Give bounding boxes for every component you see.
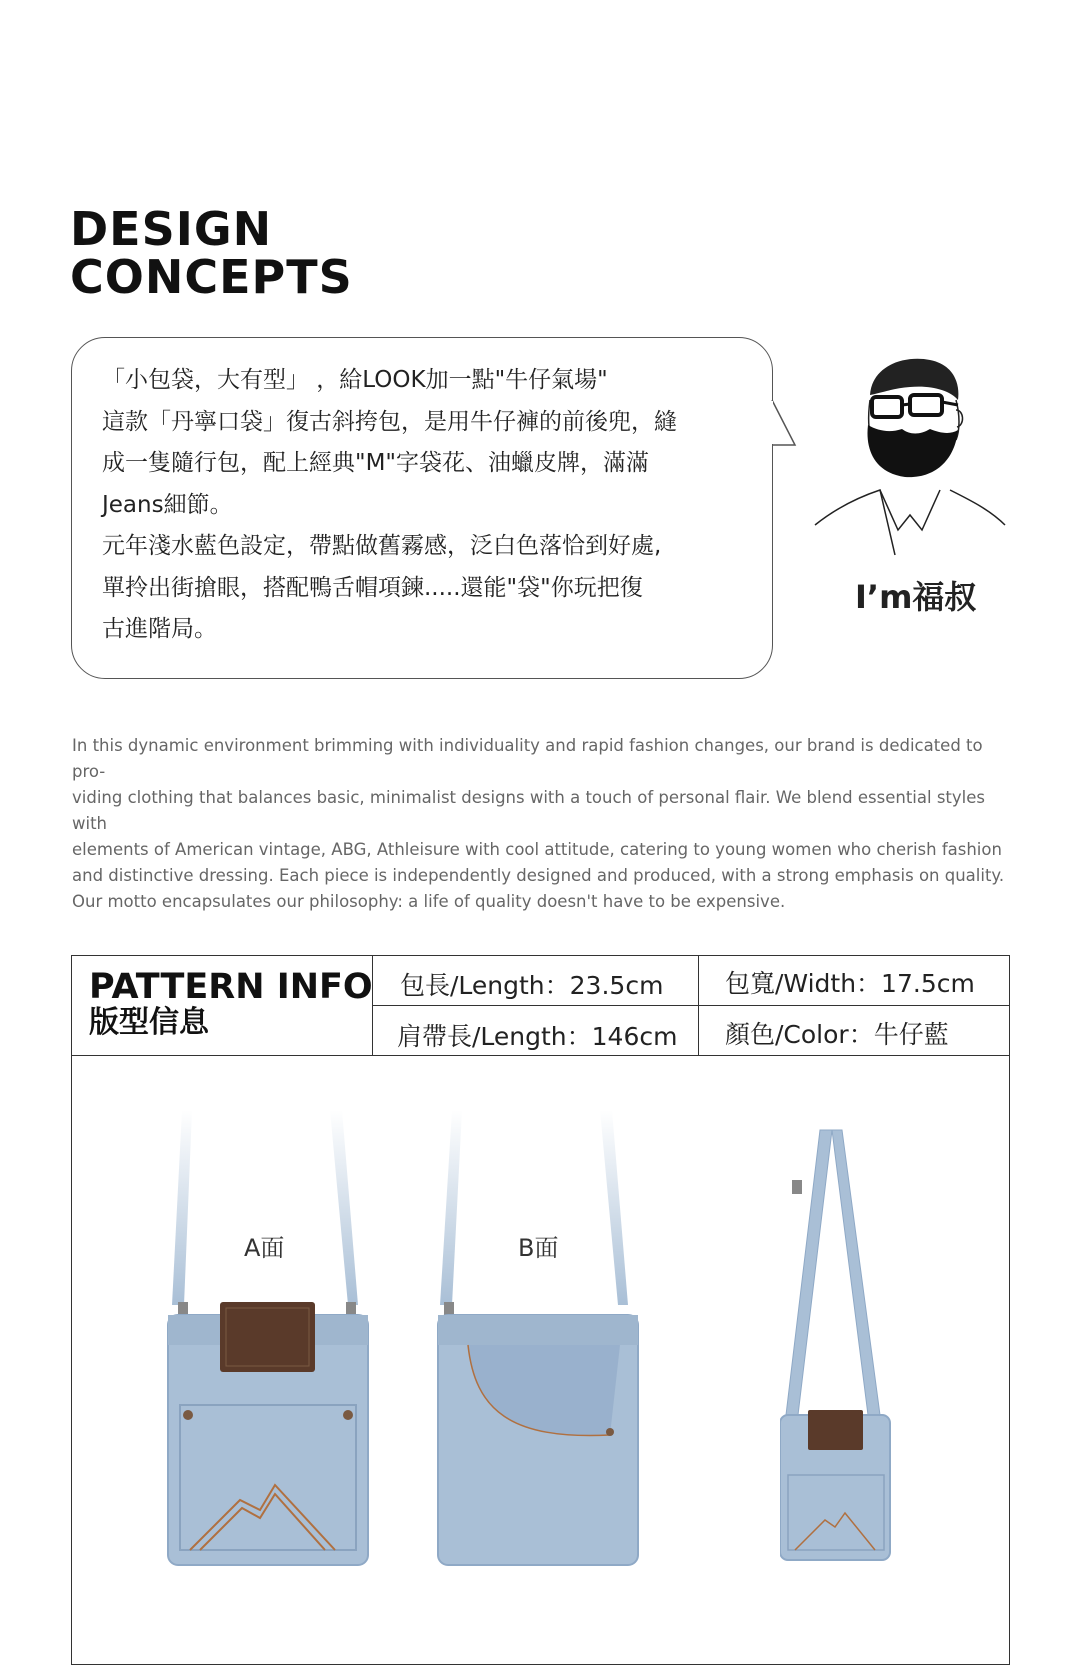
description-line: 單拎出街搶眼，搭配鴨舌帽項鍊.....還能"袋"你玩把復 [102,574,643,601]
title-line-1: DESIGN [70,202,273,256]
brand-line: Our motto encapsulates our philosophy: a life of quality doesn't have to be expensive. [72,892,786,911]
spec-color: 顏色/Color：牛仔藍 [725,1020,949,1049]
description-line: 「小包袋，大有型」 ，給LOOK加一點"牛仔氣場" [102,367,608,393]
description-line: 古進階局。 [102,616,217,642]
pattern-info-title: PATTERN INFO [89,967,373,1007]
spec-strap-length: 肩帶長/Length：146cm [397,1022,678,1051]
face-a-label: A面 [244,1234,285,1262]
table-divider [71,1055,1010,1056]
section-title-design-concepts [70,202,353,304]
description-line: 這款「丹寧口袋」復古斜挎包，是用牛仔褲的前後兜，縫 [102,408,677,435]
description-line: 成一隻隨行包，配上經典"M"字袋花、油蠟皮牌，滿滿 [102,450,650,476]
bag-back-image [430,1110,650,1570]
brand-line: and distinctive dressing. Each piece is independently designed and produced, with a strong emphasis on quality. [72,866,1005,885]
speech-bubble-tail [765,400,805,450]
brand-line: viding clothing that balances basic, minimalist designs with a touch of personal flair. We blend essential styles with [72,788,985,833]
face-b-label: B面 [518,1234,559,1262]
brand-line: In this dynamic environment brimming with individuality and rapid fashion changes, our brand is dedicated to pro- [72,736,983,781]
brand-statement [72,733,1012,915]
spec-length: 包長/Length：23.5cm [400,971,664,1000]
design-description [102,360,752,651]
description-line: 元年淺水藍色設定，帶點做舊霧感，泛白色落恰到好處, [102,533,662,559]
table-divider [372,1005,1010,1006]
bag-full-strap-image [780,1125,920,1565]
title-line-2: CONCEPTS [70,250,353,304]
bag-front-image [160,1110,380,1570]
persona-label: I’m福叔 [855,578,977,616]
pattern-info-subtitle: 版型信息 [89,1005,209,1040]
spec-width: 包寬/Width：17.5cm [725,969,975,998]
brand-line: elements of American vintage, ABG, Athleisure with cool attitude, catering to young women who cherish fashion [72,840,1002,859]
description-line: Jeans細節。 [102,491,233,518]
bearded-man-illustration [810,355,1010,565]
